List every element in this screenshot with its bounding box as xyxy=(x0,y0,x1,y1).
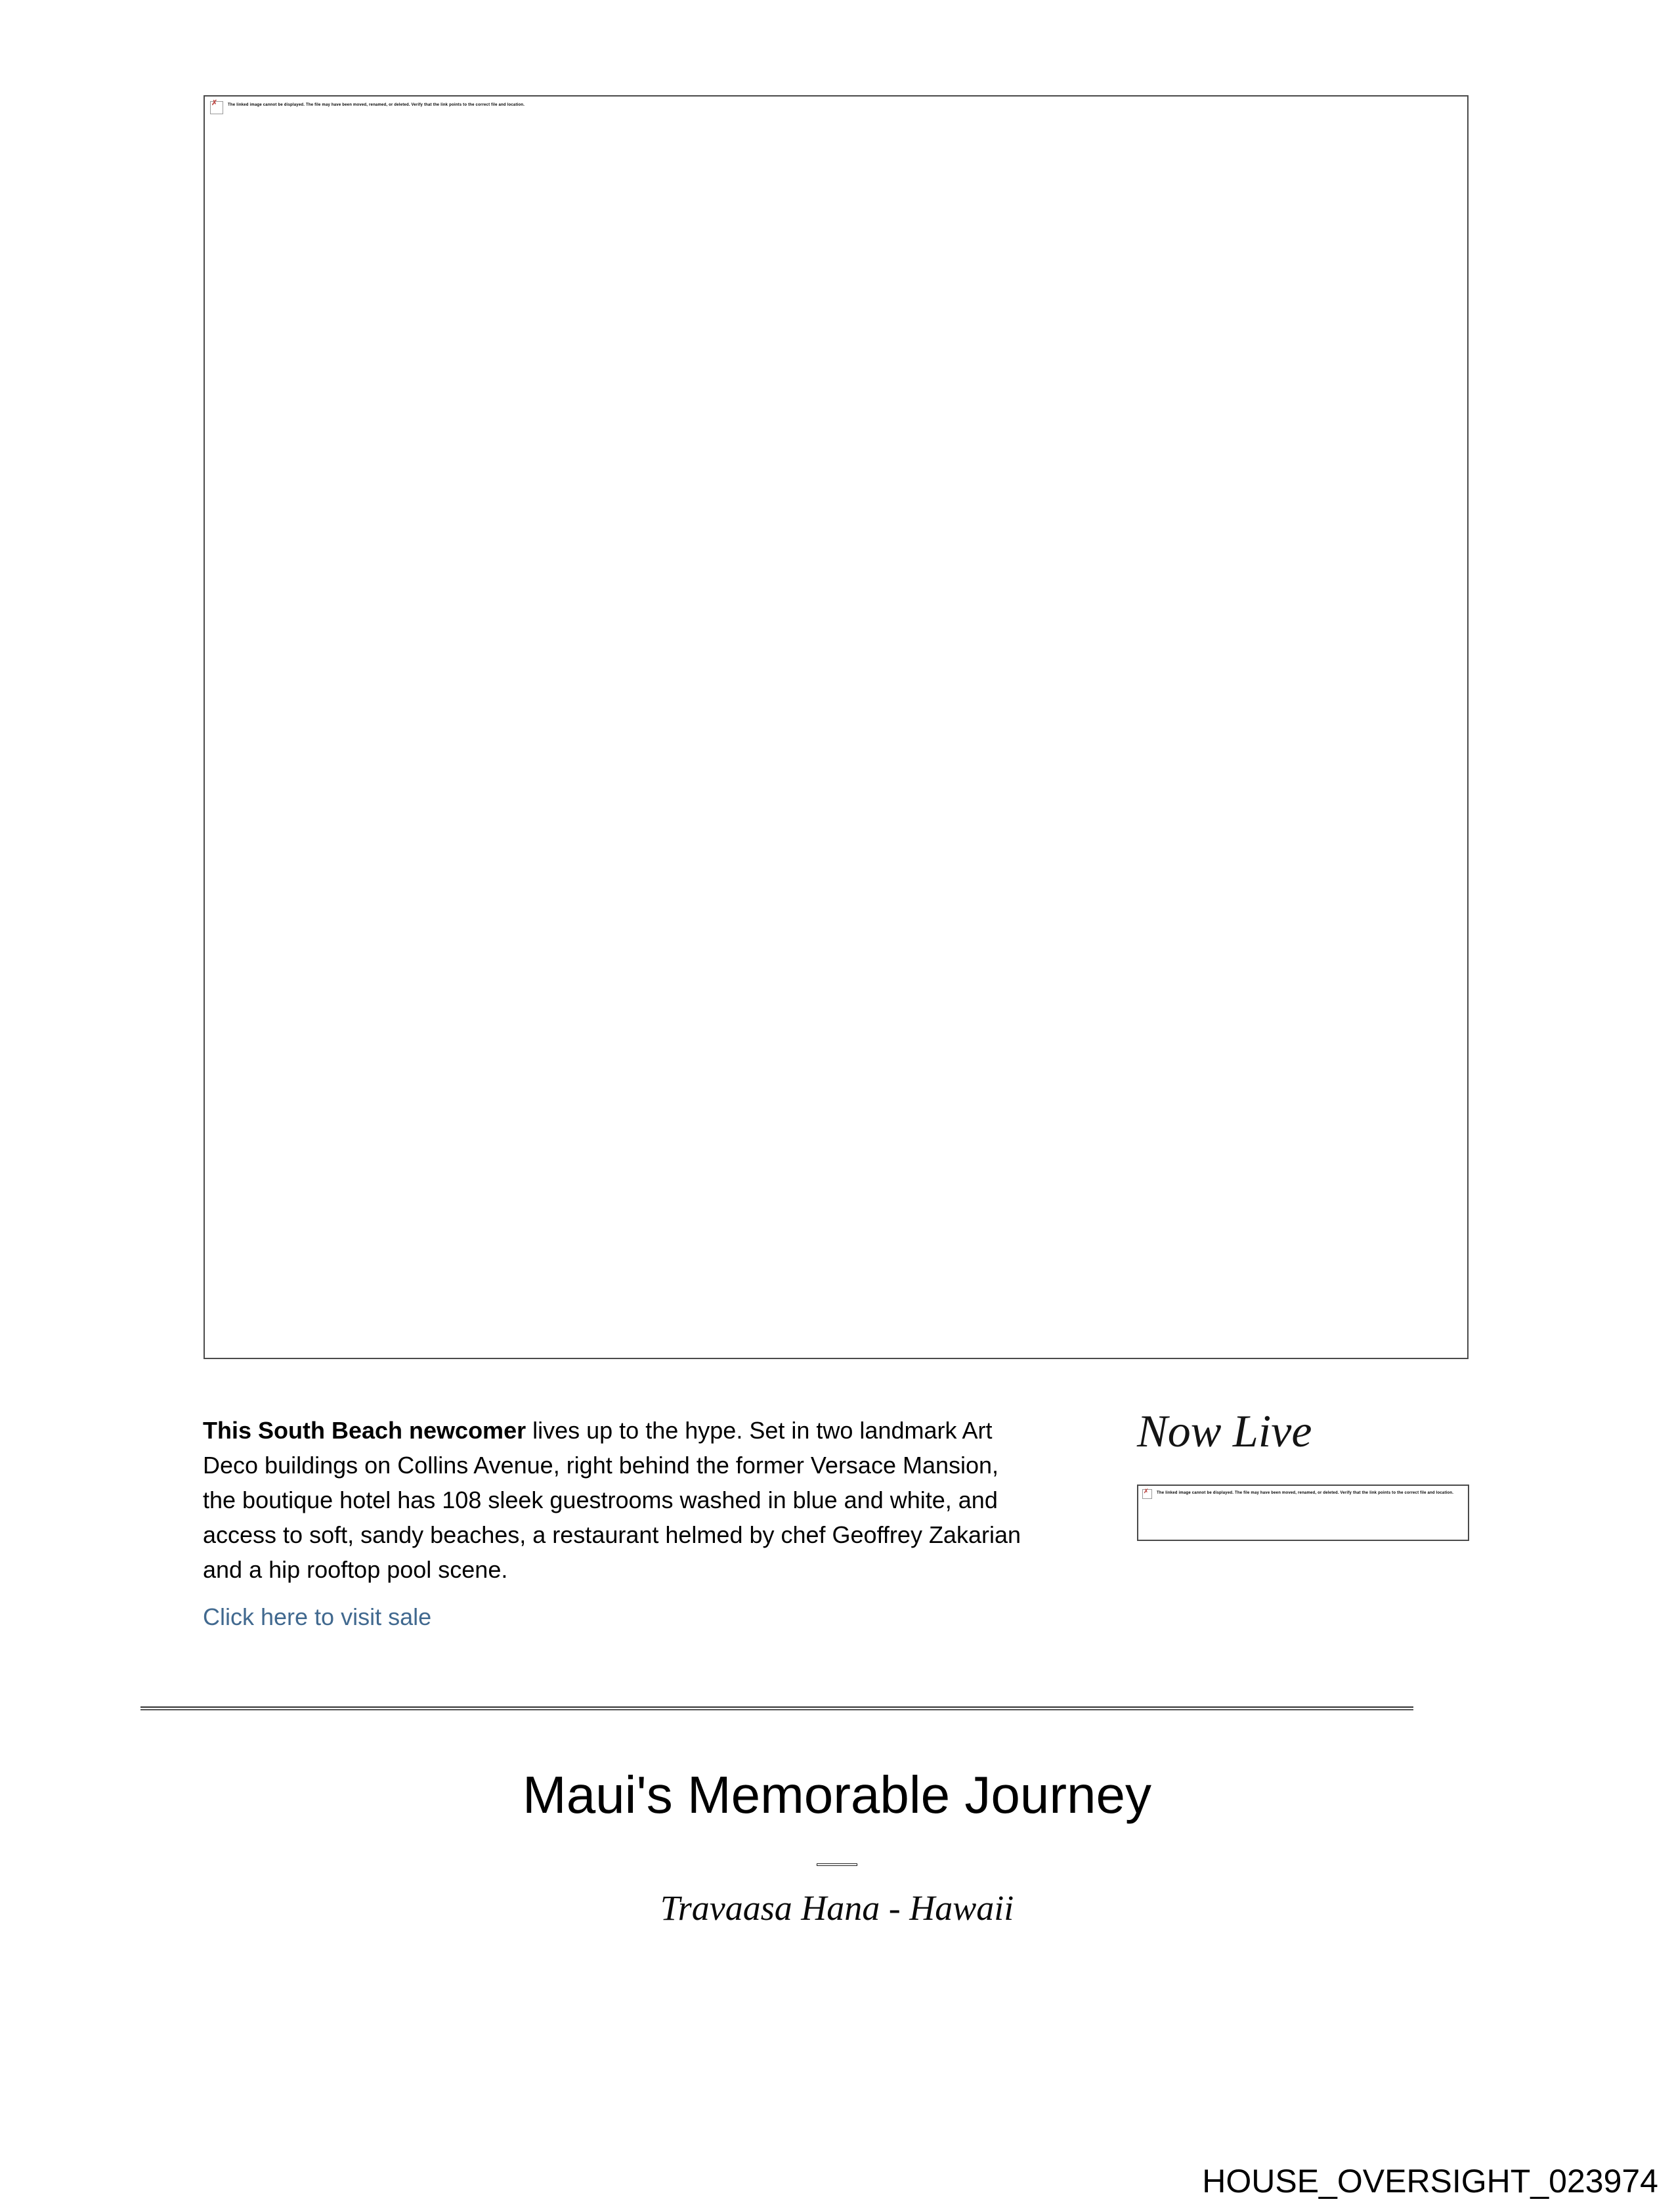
red-x-glyph: ✗ xyxy=(211,99,218,107)
broken-image-icon xyxy=(210,101,223,114)
missing-image-placeholder-small xyxy=(1137,1485,1469,1541)
next-article-section xyxy=(0,1765,1674,1928)
listing-description xyxy=(203,1413,1023,1587)
listing-body-text: lives up to the hype. Set in two landmark Art Deco buildings on Collins Avenue, right behind the former Versace Mansion, the boutique hotel has 108 sleek guestrooms washed in blue and white, and access to soft, sandy beaches, a restaurant helmed by chef Geoffrey Zakarian and a hip rooftop pool scene. xyxy=(203,1417,1021,1583)
section-subtitle: Travaasa Hana - Hawaii xyxy=(660,1888,1014,1928)
broken-image-row xyxy=(1142,1489,1464,1499)
visit-sale-link[interactable]: Click here to visit sale xyxy=(203,1603,432,1630)
now-live-heading: Now Live xyxy=(1137,1406,1312,1457)
now-live-column xyxy=(1137,1408,1469,1541)
listing-lead-bold: This South Beach newcomer xyxy=(203,1417,526,1444)
bates-number: HOUSE_OVERSIGHT_023974 xyxy=(1202,2163,1658,2200)
listing-copy-column xyxy=(203,1413,1023,1632)
red-x-glyph: ✗ xyxy=(1144,1488,1149,1494)
missing-image-alt-text: The linked image cannot be displayed. The file may have been moved, renamed, or deleted. Verify that the link points to the correct file and location. xyxy=(1157,1491,1454,1495)
broken-image-icon xyxy=(1142,1489,1152,1499)
missing-image-placeholder-large xyxy=(204,95,1469,1359)
broken-image-row xyxy=(210,101,1462,114)
missing-image-alt-text: The linked image cannot be displayed. The file may have been moved, renamed, or deleted. Verify that the link points to the correct file and location. xyxy=(228,103,525,107)
title-mini-divider xyxy=(817,1863,857,1866)
section-title: Maui's Memorable Journey xyxy=(523,1766,1151,1824)
section-divider xyxy=(140,1706,1413,1710)
